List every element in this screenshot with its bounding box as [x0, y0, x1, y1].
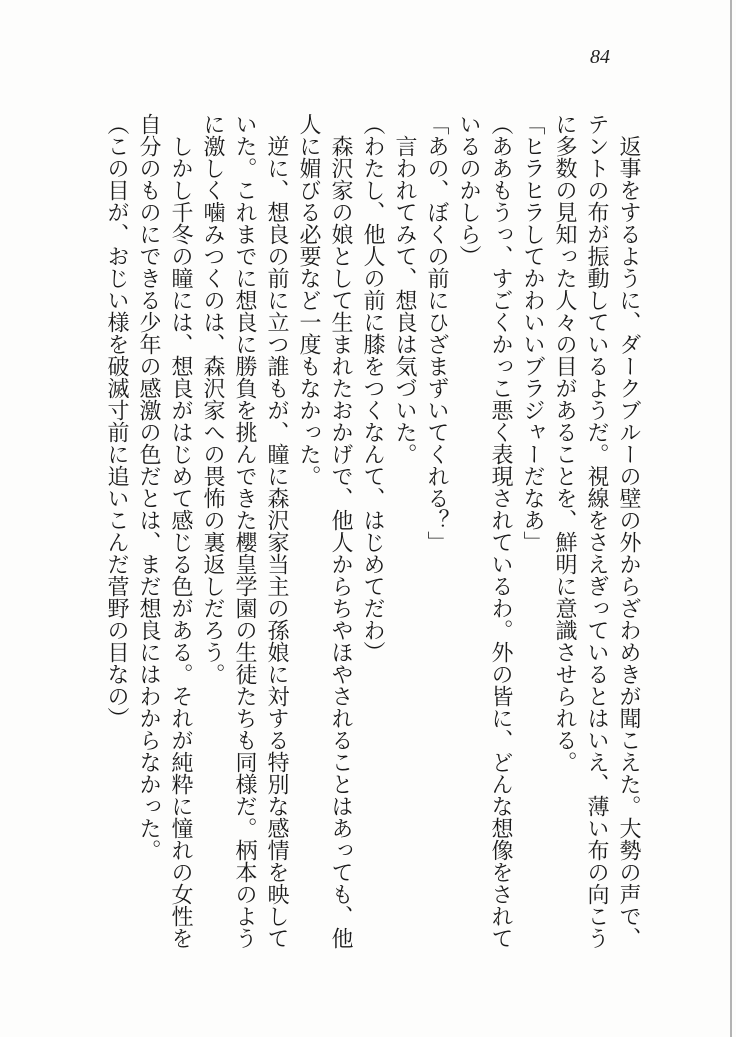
paragraph: 言われてみて、想良は気づいた。 [393, 113, 418, 465]
paragraph: しかし千冬の瞳には、想良がはじめて感じる色がある。それが純粋に憧れの女性を自分のものにできる少年の感激の色だとは、まだ想良にはわからなかった。 [137, 113, 194, 949]
paragraph: 返事をするように、ダークブルーの壁の外からざわめきが聞こえた。大勢の声で、テントの布が振動しているようだ。視線をさえぎっているとはいえ、薄い布の向こうに多数の見知った人々の目があることを、鮮明に意識させられる。 [553, 113, 642, 949]
vertical-text-block [101, 113, 645, 950]
page-edge-line [730, 0, 732, 1037]
paragraph: （この目が、おじい様を破滅寸前に追いこんだ菅野の目なの） [105, 113, 130, 729]
page-number: 84 [590, 46, 610, 68]
paragraph: 「あの、ぼくの前にひざまずいてくれる？」 [425, 113, 450, 553]
paragraph: （ああもうっ、すごくかっこ悪く表現されているわ。外の皆に、どんな想像をされているのかしら） [457, 113, 514, 949]
paragraph: （わたし、他人の前に膝をつくなんて、はじめてだわ） [361, 113, 386, 663]
paragraph: 森沢家の娘として生まれたおかげで、他人からちやほやされることはあっても、他人に媚びる必要など一度もなかった。 [297, 113, 354, 949]
paragraph: 逆に、想良の前に立つ誰もが、瞳に森沢家当主の孫娘に対する特別な感情を映していた。これまでに想良に勝負を挑んできた櫻皇学園の生徒たちも同様だ。柄本のように激しく噛みつくのは、森沢家への畏怖の裏返しだろう。 [201, 113, 290, 949]
paragraph: 「ヒラヒラしてかわいいブラジャーだなあ」 [521, 113, 546, 553]
